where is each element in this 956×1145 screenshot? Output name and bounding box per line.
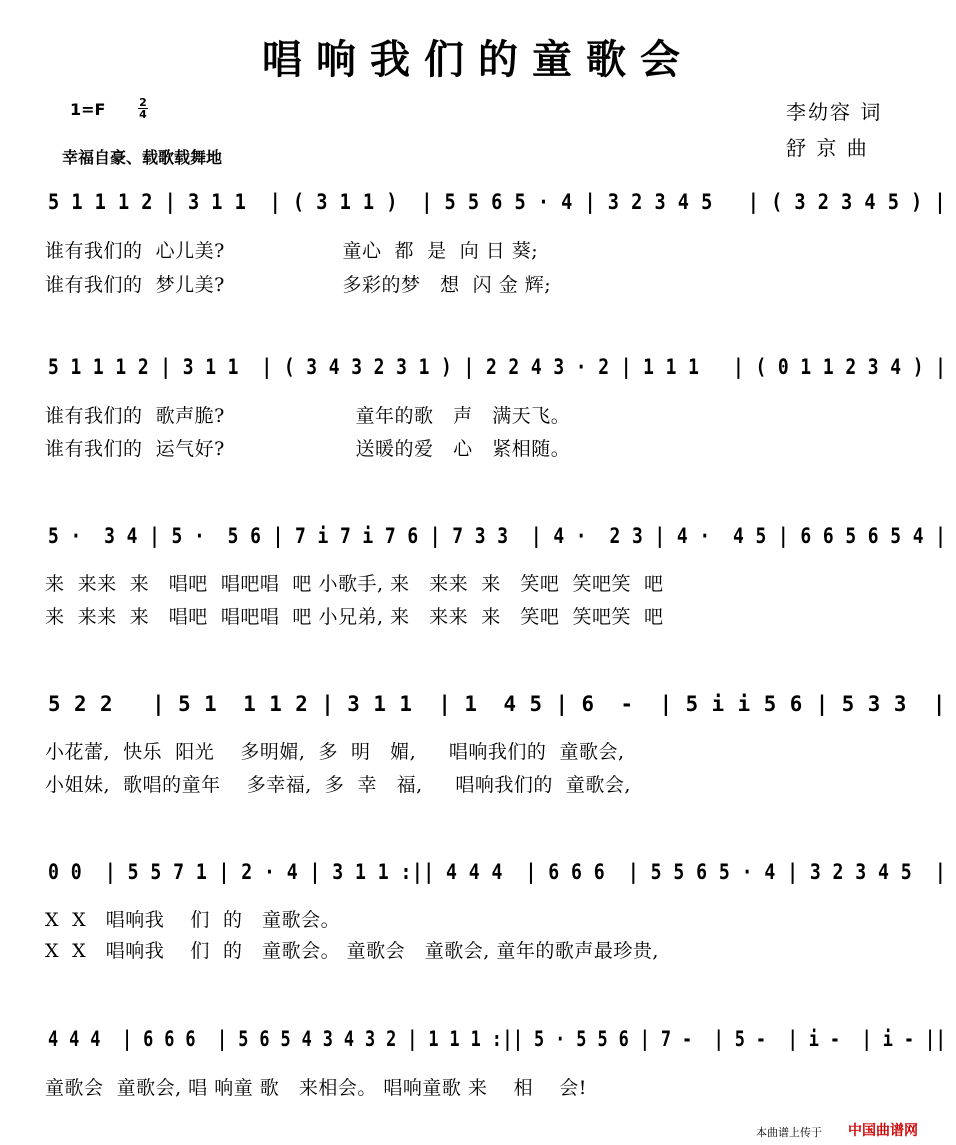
notation-line: 5 1 1 1 2 | 3 1 1 | ( 3 4 3 2 3 1 ) | 2 2 4 3 · 2 | 1 1 1 | ( 0 1 1 2 3 4 ) | bbox=[48, 355, 947, 379]
time-signature bbox=[138, 97, 148, 120]
lyric-line: 小姐妹, 歌唱的童年 多幸福, 多 幸 福, 唱响我们的 童歌会, bbox=[45, 774, 631, 796]
lyric-line: 小花蕾, 快乐 阳光 多明媚, 多 明 媚, 唱响我们的 童歌会, bbox=[45, 741, 625, 763]
notation-line: 5 · 3 4 | 5 · 5 6 | 7 i 7 i 7 6 | 7 3 3 | 4 · 2 3 | 4 · 4 5 | 6 6 5 6 5 4 | bbox=[48, 524, 947, 548]
lyric-line: X X 唱响我 们 的 童歌会。 童歌会 童歌会, 童年的歌声最珍贵, bbox=[45, 940, 659, 962]
notation-line: 0 0 | 5 5 7 1 | 2 · 4 | 3 1 1 :|| 4 4 4 | 6 6 6 | 5 5 6 5 · 4 | 3 2 3 4 5 | bbox=[48, 860, 947, 884]
lyricist-credit: 李幼容 词 bbox=[786, 100, 883, 124]
lyric-line: 谁有我们的 运气好? 送暖的爱 心 紧相随。 bbox=[45, 438, 571, 460]
meter-top: 2 bbox=[139, 96, 147, 109]
footer-note: 本曲谱上传于 bbox=[756, 1126, 822, 1139]
site-logo: 中国曲谱网 bbox=[848, 1123, 918, 1139]
lyric-line: 来 来来 来 唱吧 唱吧唱 吧 小兄弟, 来 来来 来 笑吧 笑吧笑 吧 bbox=[45, 606, 664, 628]
lyric-line: 谁有我们的 心儿美? 童心 都 是 向 日 葵; bbox=[45, 240, 539, 262]
lyric-line: 来 来来 来 唱吧 唱吧唱 吧 小歌手, 来 来来 来 笑吧 笑吧笑 吧 bbox=[45, 573, 664, 595]
lyric-line: 童歌会 童歌会, 唱 响童 歌 来相会。 唱响童歌 来 相 会! bbox=[45, 1077, 587, 1099]
lyric-line: X X 唱响我 们 的 童歌会。 bbox=[45, 909, 341, 931]
notation-line: 5 2 2 | 5 1 1 1 2 | 3 1 1 | 1 4 5 | 6 - | 5 i i 5 6 | 5 3 3 | bbox=[48, 692, 946, 716]
song-title: 唱响我们的童歌会 bbox=[262, 36, 694, 83]
key-signature: 1=F bbox=[70, 100, 106, 119]
meter-bottom: 4 bbox=[139, 108, 147, 121]
composer-credit: 舒 京 曲 bbox=[786, 136, 869, 160]
notation-line: 5 1 1 1 2 | 3 1 1 | ( 3 1 1 ) | 5 5 6 5 · 4 | 3 2 3 4 5 | ( 3 2 3 4 5 ) | bbox=[48, 190, 947, 214]
lyric-line: 谁有我们的 梦儿美? 多彩的梦 想 闪 金 辉; bbox=[45, 274, 552, 296]
expression-mark: 幸福自豪、载歌载舞地 bbox=[62, 148, 223, 167]
lyric-line: 谁有我们的 歌声脆? 童年的歌 声 满天飞。 bbox=[45, 405, 571, 427]
notation-line: 4 4 4 | 6 6 6 | 5 6 5 4 3 4 3 2 | 1 1 1 :|| 5 · 5 5 6 | 7 - | 5 - | i - | i - || bbox=[48, 1027, 947, 1051]
